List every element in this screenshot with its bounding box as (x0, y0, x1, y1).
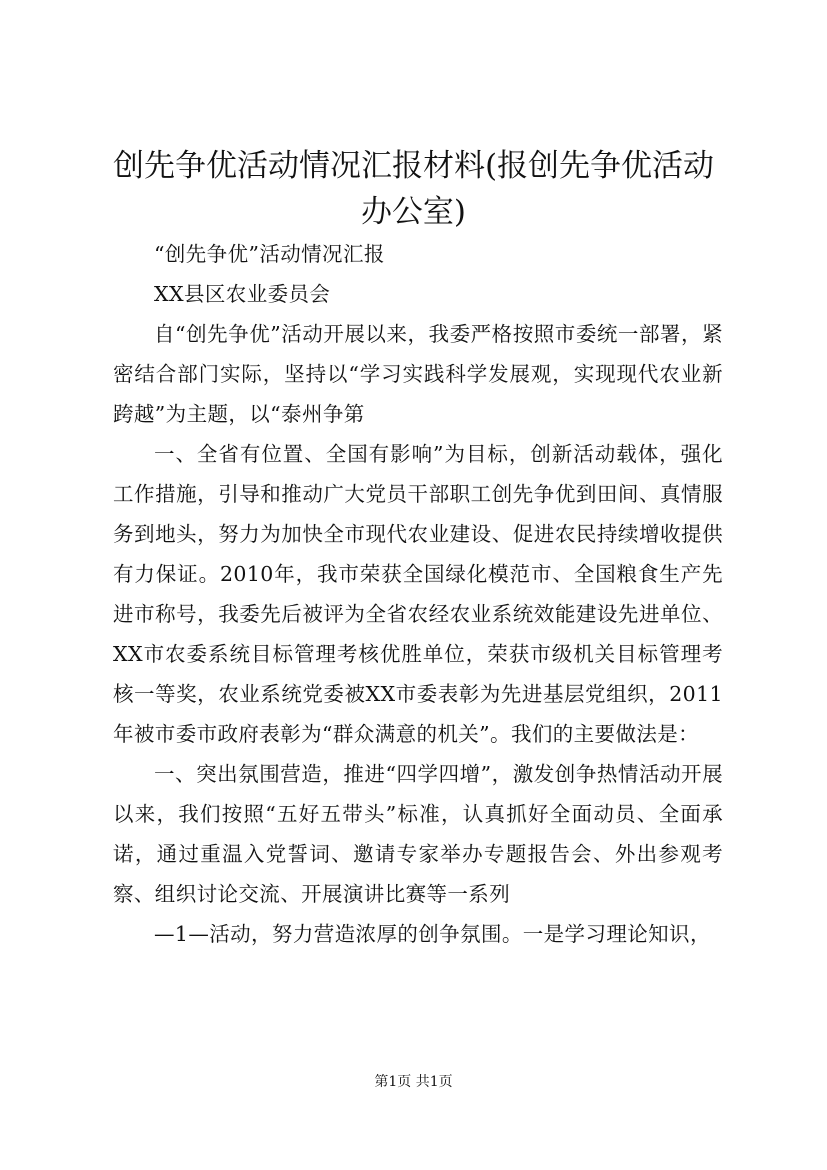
page-footer: 第1页 共1页 (374, 1074, 453, 1090)
title-line-2: 办公室) (360, 194, 467, 230)
report-heading: “创先争优”活动情况汇报 (154, 242, 385, 266)
paragraph-activities: —1—活动，努力营造浓厚的创争氛围。一是学习理论知识， (154, 922, 711, 946)
paragraph-intro: 自“创先争优”活动开展以来，我委严格按照市委统一部署，紧密结合部门实际，坚持以“学习实践科学发展观，实现现代农业新跨越”为主题，以“泰州争第 (113, 322, 723, 426)
paragraph-section-one: 一、突出氛围营造，推进“四学四增”，激发创争热情活动开展以来，我们按照“五好五带头”标准，认真抓好全面动员、全面承诺，通过重温入党誓词、邀请专家举办专题报告会、外出参观考察、组织讨论交流、开展演讲比赛等一系列 (113, 762, 723, 906)
paragraph-goals: 一、全省有位置、全国有影响”为目标，创新活动载体，强化工作措施，引导和推动广大党员干部职工创先争优到田间、真情服务到地头，努力为加快全市现代农业建设、促进农民持续增收提供有力保证。2010年，我市荣获全国绿化模范市、全国粮食生产先进市称号，我委先后被评为全省农经农业系统效能建设先进单位、XX市农委系统目标管理考核优胜单位，荣获市级机关目标管理考核一等奖，农业系统党委被XX市委表彰为先进基层党组织，2011年被市委市政府表彰为“群众满意的机关”。我们的主要做法是： (113, 442, 723, 746)
organization-name: XX县区农业委员会 (154, 282, 331, 306)
title-line-1: 创先争优活动情况汇报材料(报创先争优活动 (112, 148, 715, 184)
document-body (113, 234, 723, 954)
document-title (100, 143, 727, 235)
